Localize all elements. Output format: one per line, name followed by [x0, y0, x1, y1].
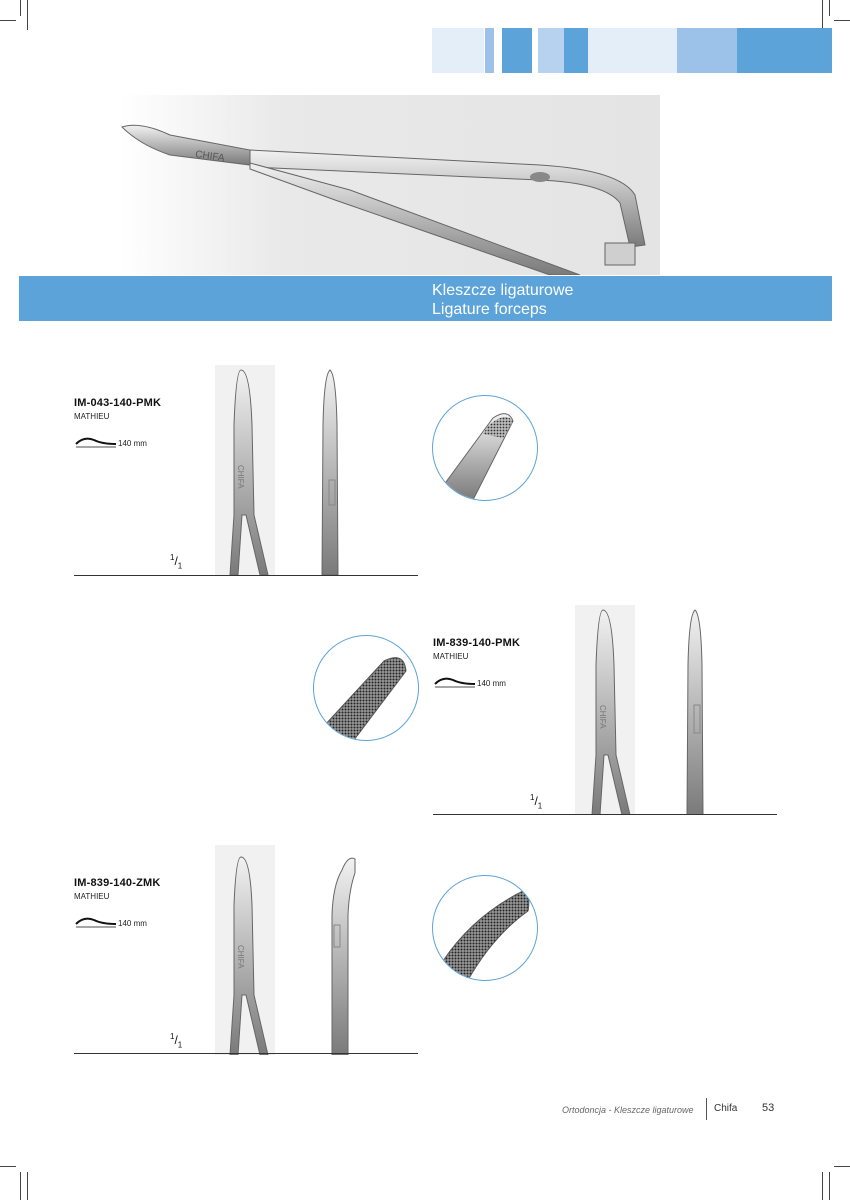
- hero-brand-marking: CHIFA: [194, 149, 226, 165]
- footer-section: Ortodoncja - Kleszcze ligaturowe: [562, 1105, 694, 1115]
- scale-label: $^1/_1$: [170, 553, 183, 571]
- title-banner: [19, 276, 832, 321]
- scale-label: $^1/_1$: [530, 793, 543, 811]
- forceps-front-view: [210, 365, 360, 575]
- instrument-brand: CHIFA: [598, 705, 607, 729]
- forceps-front-view: [210, 845, 360, 1055]
- product-code: IM-839-140-PMK: [433, 637, 521, 649]
- length-icon: [74, 916, 118, 930]
- banner-title-pl: Kleszcze ligaturowe: [432, 282, 574, 299]
- banner-title: [432, 281, 573, 319]
- baseline: [433, 814, 777, 815]
- tip-detail-circle: [432, 395, 538, 501]
- product-code: IM-839-140-ZMK: [74, 877, 161, 889]
- hero-forceps-image: [100, 95, 660, 275]
- length-icon: [433, 676, 477, 690]
- tip-detail-circle: [313, 635, 419, 741]
- forceps-front-view: [570, 605, 720, 815]
- scale-label: $^1/_1$: [170, 1032, 183, 1050]
- product-length: 140 mm: [118, 439, 147, 448]
- instrument-brand: CHIFA: [236, 945, 245, 969]
- footer-divider: [706, 1098, 707, 1120]
- length-icon: [74, 436, 118, 450]
- instrument-brand: CHIFA: [236, 465, 245, 489]
- straight-crosshatch-tip-icon: [314, 636, 418, 740]
- curved-crosshatch-tip-icon: [433, 876, 537, 980]
- baseline: [74, 1053, 418, 1054]
- straight-serrated-tip-icon: [433, 396, 537, 500]
- product-model: MATHIEU: [433, 652, 469, 661]
- baseline: [74, 575, 418, 576]
- banner-title-en: Ligature forceps: [432, 301, 547, 318]
- footer-brand: Chifa: [714, 1103, 738, 1114]
- product-length: 140 mm: [477, 679, 506, 688]
- product-model: MATHIEU: [74, 412, 110, 421]
- product-code: IM-043-140-PMK: [74, 397, 162, 409]
- product-length: 140 mm: [118, 919, 147, 928]
- product-model: MATHIEU: [74, 892, 110, 901]
- page-number: 53: [762, 1102, 775, 1114]
- tip-detail-circle: [432, 875, 538, 981]
